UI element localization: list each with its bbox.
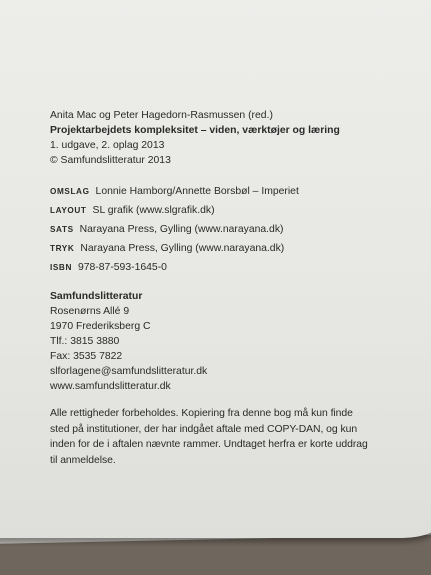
colophon [50, 108, 420, 468]
credit-label: OMSLAG [50, 187, 90, 196]
publisher-email: slforlagene@samfundslitteratur.dk [50, 366, 208, 377]
book-copyright: © Samfundslitteratur 2013 [50, 155, 171, 166]
book-title: Projektarbejdets kompleksitet – viden, værktøjer og læring [50, 125, 340, 136]
credit-value: 978-87-593-1645-0 [77, 262, 167, 273]
credit-value: Narayana Press, Gylling (www.narayana.dk) [80, 243, 285, 254]
rights-line: til anmeldelse. [50, 454, 116, 466]
credit-row-cover [50, 182, 420, 201]
credit-label: TRYK [50, 244, 75, 253]
credit-label: ISBN [50, 263, 72, 272]
rights-line: Alle rettigheder forbeholdes. Kopiering fra denne bog må kun finde [50, 408, 353, 419]
credit-value: SL grafik (www.slgrafik.dk) [92, 205, 215, 216]
credit-value: Narayana Press, Gylling (www.narayana.dk) [79, 224, 284, 235]
credit-label: LAYOUT [50, 206, 87, 215]
credit-row-typesetting [50, 220, 420, 239]
rights-line: sted på institutioner, der har indgået aftale med COPY-DAN, og kun [50, 423, 358, 435]
rights-line: inden for de i aftalen nævnte rammer. Undtaget herfra er korte uddrag [50, 439, 368, 450]
credit-label: SATS [50, 225, 74, 234]
publisher-name: Samfundslitteratur [50, 291, 143, 302]
credit-row-layout [50, 201, 420, 220]
rights-notice [50, 406, 431, 468]
book-edition: 1. udgave, 2. oplag 2013 [50, 140, 165, 151]
publisher-web: www.samfundslitteratur.dk [50, 381, 171, 392]
credit-value: Lonnie Hamborg/Annette Borsbøl – Imperiet [95, 186, 299, 197]
credit-row-print [50, 239, 420, 258]
publisher-city: 1970 Frederiksberg C [50, 321, 151, 332]
book-authors: Anita Mac og Peter Hagedorn-Rasmussen (red.) [50, 110, 273, 121]
credit-row-isbn [50, 258, 420, 277]
publisher-street: Rosenørns Allé 9 [50, 306, 130, 317]
publisher-fax: Fax: 3535 7822 [50, 351, 123, 362]
publisher-phone: Tlf.: 3815 3880 [50, 336, 120, 347]
